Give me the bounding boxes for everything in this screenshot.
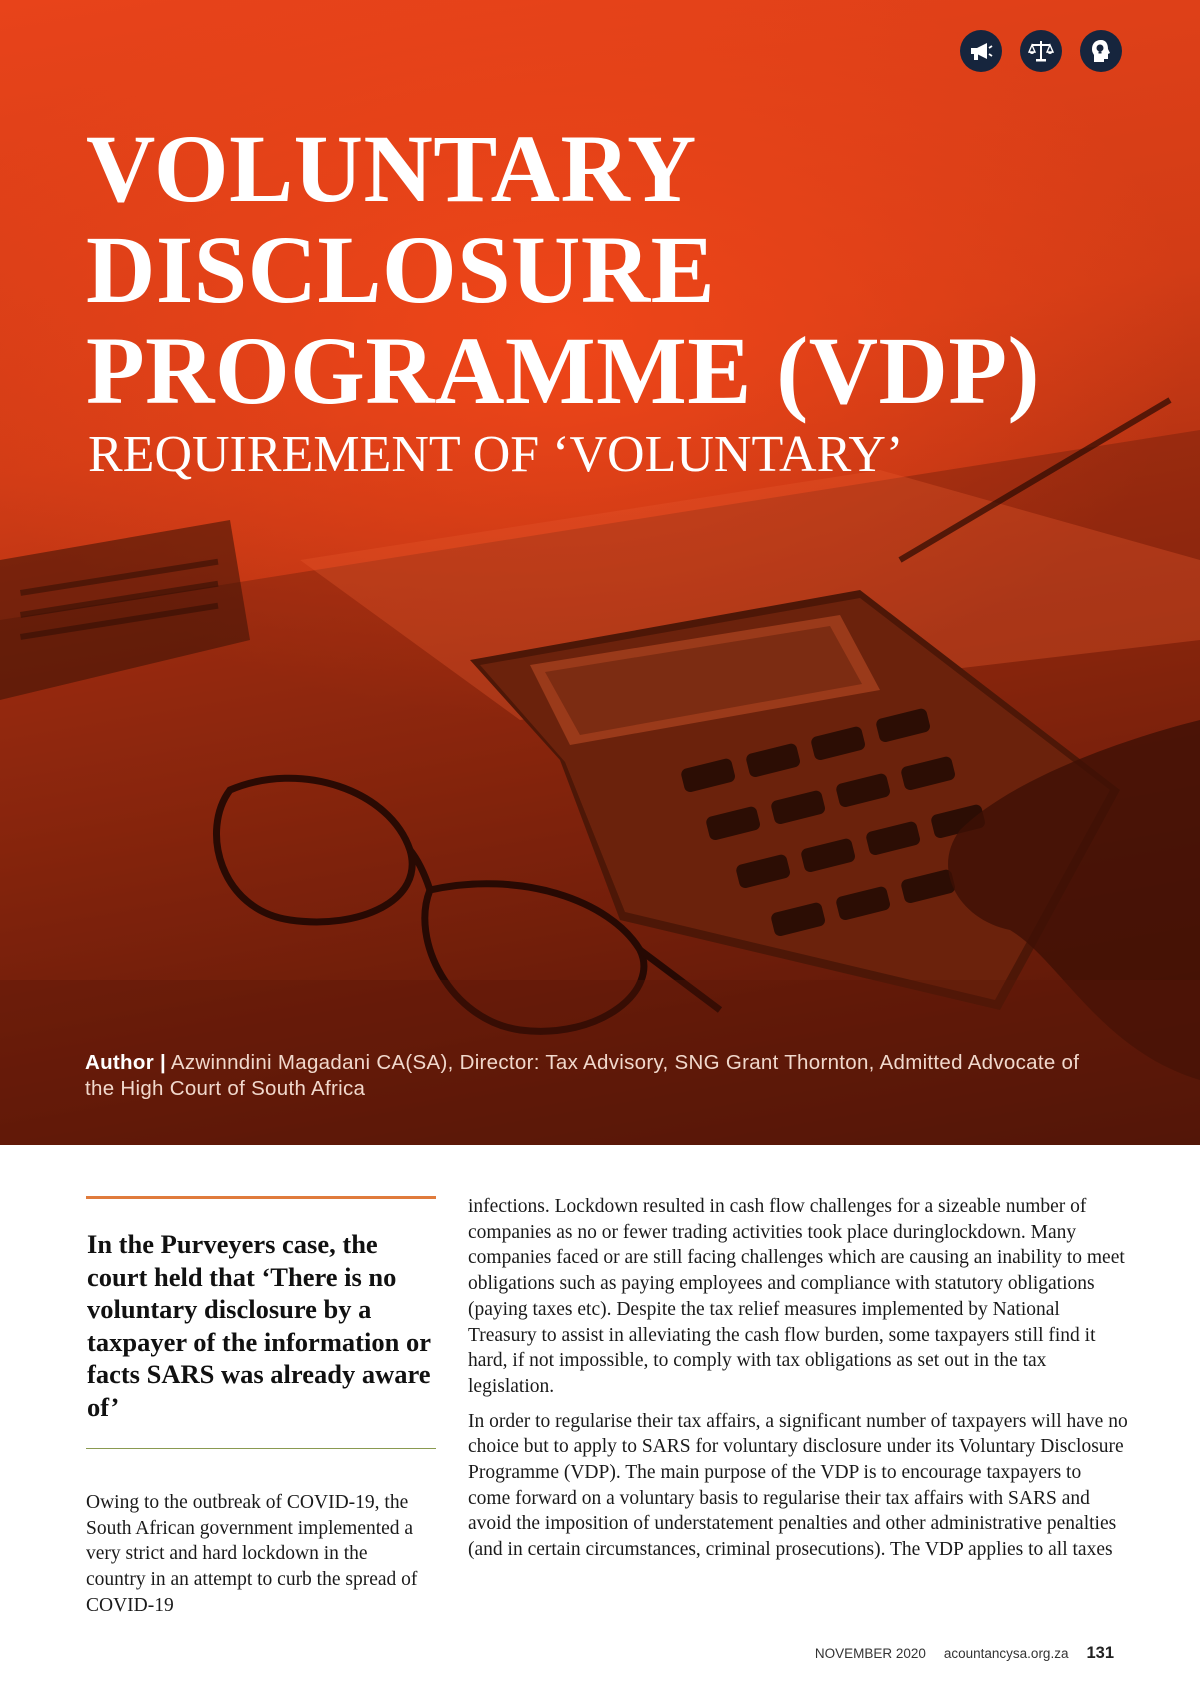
article-title: [86, 115, 1040, 424]
issue-date: NOVEMBER 2020: [814, 1646, 926, 1661]
author-label: Author |: [85, 1051, 167, 1074]
pull-quote: In the Purveyers case, the court held that ‘There is no voluntary disclosure by a taxpayer of the information or facts SARS was already aware of’: [87, 1229, 431, 1422]
page-number: 131: [1086, 1644, 1114, 1662]
title-line-2: DISCLOSURE: [86, 216, 716, 323]
author-details: Azwinndini Magadani CA(SA), Director: Tax Advisory, SNG Grant Thornton, Admitted Advocate of the High Court of South Africa: [85, 1051, 1080, 1100]
pull-quote-rule-top: [86, 1196, 436, 1199]
author-byline: [85, 1050, 1085, 1102]
article-subtitle: REQUIREMENT OF ‘VOLUNTARY’: [88, 426, 904, 483]
body-paragraph: Owing to the outbreak of COVID-19, the South African government implemented a very strict and hard lockdown in the country in an attempt to curb the spread of COVID-19: [86, 1492, 418, 1616]
category-icons: [960, 30, 1122, 72]
pull-quote-rule-bottom: [86, 1448, 436, 1449]
title-line-1: VOLUNTARY: [86, 115, 697, 222]
page-footer: [815, 1644, 1114, 1663]
title-line-3: PROGRAMME (VDP): [86, 317, 1040, 424]
megaphone-icon: [960, 30, 1002, 72]
body-paragraph: infections. Lockdown resulted in cash flow challenges for a sizeable number of companies as no or fewer trading activities took place duringlockdown. Many companies faced or are still facing challenges which are causing an inability to meet obligations such as paying employees and compliance with statutory obligations (paying taxes etc). Despite the tax relief measures implemented by National Treasury to assist in alleviating the cash flow burden, some taxpayers still find it hard, if not impossible, to comply with tax obligations as set out in the tax legislation.: [468, 1196, 1125, 1397]
head-bulb-icon: [1080, 30, 1122, 72]
scales-icon: [1020, 30, 1062, 72]
body-column-right: [468, 1194, 1128, 1563]
body-paragraph: In order to regularise their tax affairs, a significant number of taxpayers will have no choice but to apply to SARS for voluntary disclosure under its Voluntary Disclosure Programme (VDP). The main purpose of the VDP is to encourage taxpayers to come forward on a voluntary basis to regularise their tax affairs with SARS and avoid the imposition of understatement penalties and other administrative penalties (and in certain circumstances, criminal prosecutions). The VDP applies to all taxes: [468, 1410, 1128, 1561]
body-column-left: [86, 1490, 426, 1619]
website-link[interactable]: acountancysa.org.za: [943, 1646, 1069, 1661]
